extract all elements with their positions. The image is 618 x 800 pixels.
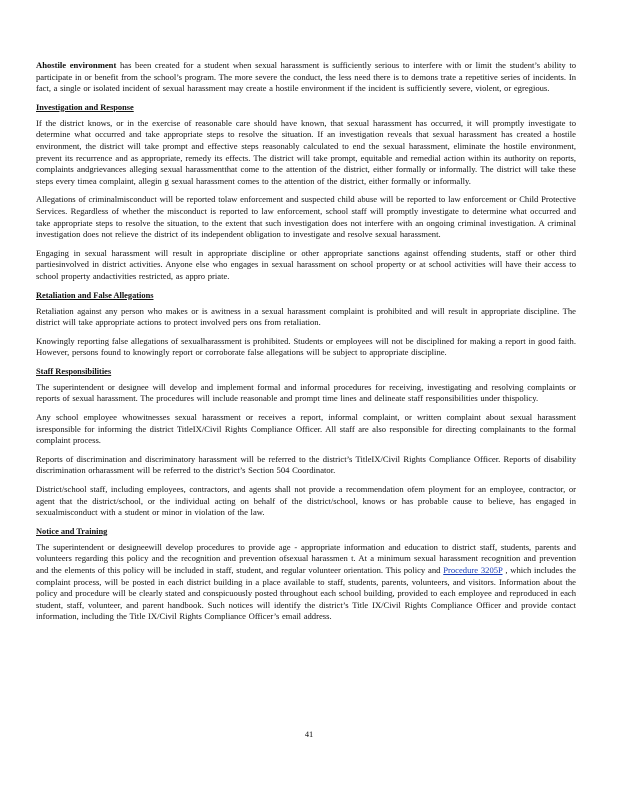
paragraph-retaliation-1: Retaliation against any person who makes or is awitness in a sexual harassment complaint is prohibited and will result in appropriate discipline. The district will take appropriate actions to protect involved pers ons from retaliation. [36, 305, 576, 328]
notice-text-after-link: , which includes the complaint process, will be posted in each district building in a place available to staff, students, parents, volunteers, and visitors. Information about the policy and procedure will be clearly stated and conspicuously posted throughout each school building, provided to each employee and reproduced in each student, staff, volunteer, and parent handbook. Such notices will identify the district’s Title IX/Civil Rights Compliance Officer and provide contact information, including the Title IX/Civil Rights Compliance Officer’s email address. [36, 565, 576, 622]
paragraph-notice-training [36, 542, 576, 623]
paragraph-hostile-environment [36, 60, 576, 95]
hostile-environment-text: has been created for a student when sexual harassment is sufficiently serious to interfere with or limit the student’s ability to participate in or benefit from the school’s program. The more severe the conduct, the less need there is to demons trate a repetitive series of incidents. In fact, a single or isolated incident of sexual harassment may create a hostile environment if the incident is sufficiently severe, violent, or egregious. [36, 60, 577, 94]
paragraph-investigation-2: Allegations of criminalmisconduct will be reported tolaw enforcement and suspected child abuse will be reported to law enforcement or Child Protective Services. Regardless of whether the misconduct is reported to law enforcement, school staff will promptly investigate to determine what occurred and take appropriate steps to resolve the situation, to the extent that such investigation does not interfere with an ongoing criminal investigation. A criminal investigation does not relieve the district of its independent obligation to investigate and resolve sexual harassment. [36, 194, 576, 240]
notice-text-before-link: The superintendent or designeewill develop procedures to provide age - appropriate information and education to district staff, students, parents and volunteers regarding this policy and the recognition and prevention ofsexual harassmen t. At a minimum sexual harassment recognition and prevention and the elements of this policy will be included in staff, student, and regular volunteer orientation. This policy and [36, 541, 576, 575]
paragraph-staff-3: Reports of discrimination and discriminatory harassment will be referred to the district’s TitleIX/Civil Rights Compliance Officer. Reports of disability discrimination orharassment will be referred to the district’s Section 504 Coordinator. [36, 453, 576, 476]
paragraph-retaliation-2: Knowingly reporting false allegations of sexualharassment is prohibited. Students or employees will not be disciplined for making a report in good faith. However, persons found to knowingly report or corroborate false allegations will be subject to appropriate discipline. [36, 335, 576, 358]
heading-investigation-response: Investigation and Response [36, 102, 134, 112]
page-number: 41 [304, 730, 314, 739]
paragraph-staff-4: District/school staff, including employees, contractors, and agents shall not provide a recommendation ofem ployment for an employee, contractor, or agent that the district/school, or the individual acting on behalf of the district/school, knows or has probable cause to believe, has engaged in sexualmisconduct with a student or minor in violation of the law. [36, 484, 576, 518]
paragraph-staff-1: The superintendent or designee will develop and implement formal and informal procedures for receiving, investigating and resolving complaints or reports of sexual harassment. The procedures will include reasonable and prompt time lines and delineate staff responsibilities under thispolicy. [36, 381, 576, 404]
procedure-3205p-link[interactable]: Procedure 3205P [443, 565, 503, 575]
heading-staff-responsibilities: Staff Responsibilities [36, 366, 112, 376]
paragraph-investigation-1: If the district knows, or in the exercise of reasonable care should have known, that sexual harassment has occurred, it will promptly investigate to determine what occurred and take appropriate steps to resolve the situation. If an investigation reveals that sexual harassment has created a hostile environment, the district will take prompt and effective steps reasonably calculated to end the sexual harassment, eliminate the hostile environment, prevent its recurrence and as appropriate, remedy its effects. The district will take prompt, equitable and remedial action within its authority on reports, complaints andgrievances alleging sexual harassmentthat come to the attention of the district, either formally or informally. The district will take these steps every timea complaint, allegin g sexual harassment comes to the attention of the district, either formally or informally. [36, 117, 576, 186]
paragraph-investigation-3: Engaging in sexual harassment will result in appropriate discipline or other appropriate sanctions against offending students, staff or other third partiesinvolved in district activities. Anyone else who engages in sexual harassment on school property or at school activities will have their access to school property andactivities restricted, as appro priate. [36, 247, 576, 281]
heading-retaliation-false-allegations: Retaliation and False Allegations [36, 290, 154, 300]
term-hostile-environment: Ahostile environment [36, 60, 117, 70]
heading-notice-training: Notice and Training [36, 526, 108, 536]
paragraph-staff-2: Any school employee whowitnesses sexual harassment or receives a report, informal complaint, or written complaint about sexual harassment isresponsible for informing the district TitleIX/Civil Rights Compliance Officer. All staff are also responsible for directing complainants to the formal complaint process. [36, 412, 576, 446]
